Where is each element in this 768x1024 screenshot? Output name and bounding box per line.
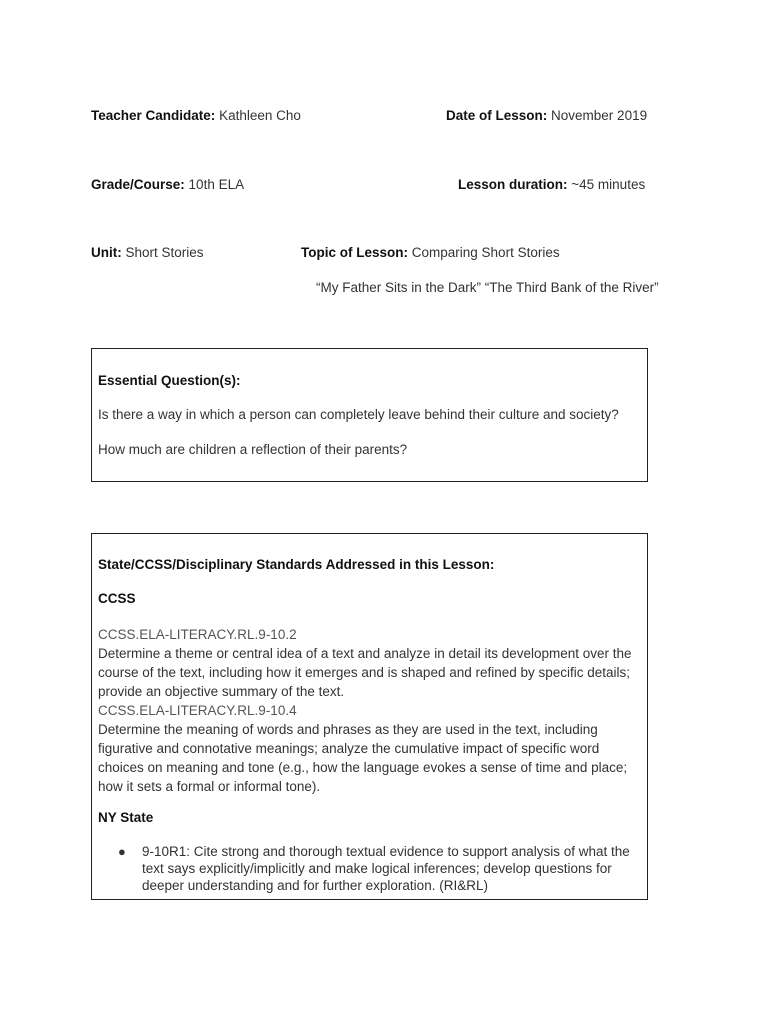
standards-box xyxy=(91,533,648,900)
grade-course-row xyxy=(91,177,244,192)
ccss-standard-code-1: CCSS.ELA-LITERACY.RL.9-10.2 xyxy=(98,627,297,642)
topic-value: Comparing Short Stories xyxy=(411,245,560,260)
essential-questions-box xyxy=(91,348,648,482)
date-of-lesson-label: Date of Lesson: xyxy=(446,108,548,123)
unit-label: Unit: xyxy=(91,245,122,260)
grade-course-value: 10th ELA xyxy=(188,177,245,192)
essential-questions-heading: Essential Question(s): xyxy=(98,373,241,388)
date-of-lesson-value: November 2019 xyxy=(551,108,648,123)
unit-value: Short Stories xyxy=(125,245,204,260)
lesson-duration-row xyxy=(458,177,645,192)
teacher-candidate-row xyxy=(91,108,301,123)
teacher-candidate-value: Kathleen Cho xyxy=(219,108,301,123)
grade-course-label: Grade/Course: xyxy=(91,177,185,192)
standards-heading: State/CCSS/Disciplinary Standards Addressed in this Lesson: xyxy=(98,557,495,572)
ny-standard-text-1: 9-10R1: Cite strong and thorough textual evidence to support analysis of what the text says explicitly/implicitly and make logical inferences; develop questions for deeper understanding and for further exploration. (RI&RL) xyxy=(142,844,630,893)
essential-question-2: How much are children a reflection of their parents? xyxy=(98,442,408,457)
topic-label: Topic of Lesson: xyxy=(301,245,408,260)
ccss-standard-description-2: Determine the meaning of words and phrases as they are used in the text, including figurative and connotative meanings; analyze the cumulative impact of specific word choices on meaning and tone (e.g., how the language evokes a sense of time and place; how it sets a formal or informal tone). xyxy=(98,722,628,794)
ny-state-heading: NY State xyxy=(98,810,154,825)
essential-question-1: Is there a way in which a person can completely leave behind their culture and society? xyxy=(98,407,619,422)
teacher-candidate-label: Teacher Candidate: xyxy=(91,108,216,123)
ccss-heading: CCSS xyxy=(98,591,136,606)
unit-row xyxy=(91,245,204,260)
ccss-standard-description-1: Determine a theme or central idea of a text and analyze in detail its development over the course of the text, including how it emerges and is shaped and refined by specific details; provide an objective summary of the text. xyxy=(98,646,632,699)
topic-subtitle: “My Father Sits in the Dark” “The Third Bank of the River” xyxy=(316,280,659,295)
lesson-duration-value: ~45 minutes xyxy=(571,177,646,192)
bullet-icon: ● xyxy=(118,844,126,859)
date-of-lesson-row xyxy=(446,108,647,123)
lesson-duration-label: Lesson duration: xyxy=(458,177,568,192)
topic-row xyxy=(301,245,560,260)
ccss-standards-list xyxy=(98,625,646,796)
ccss-standard-code-2: CCSS.ELA-LITERACY.RL.9-10.4 xyxy=(98,703,297,718)
